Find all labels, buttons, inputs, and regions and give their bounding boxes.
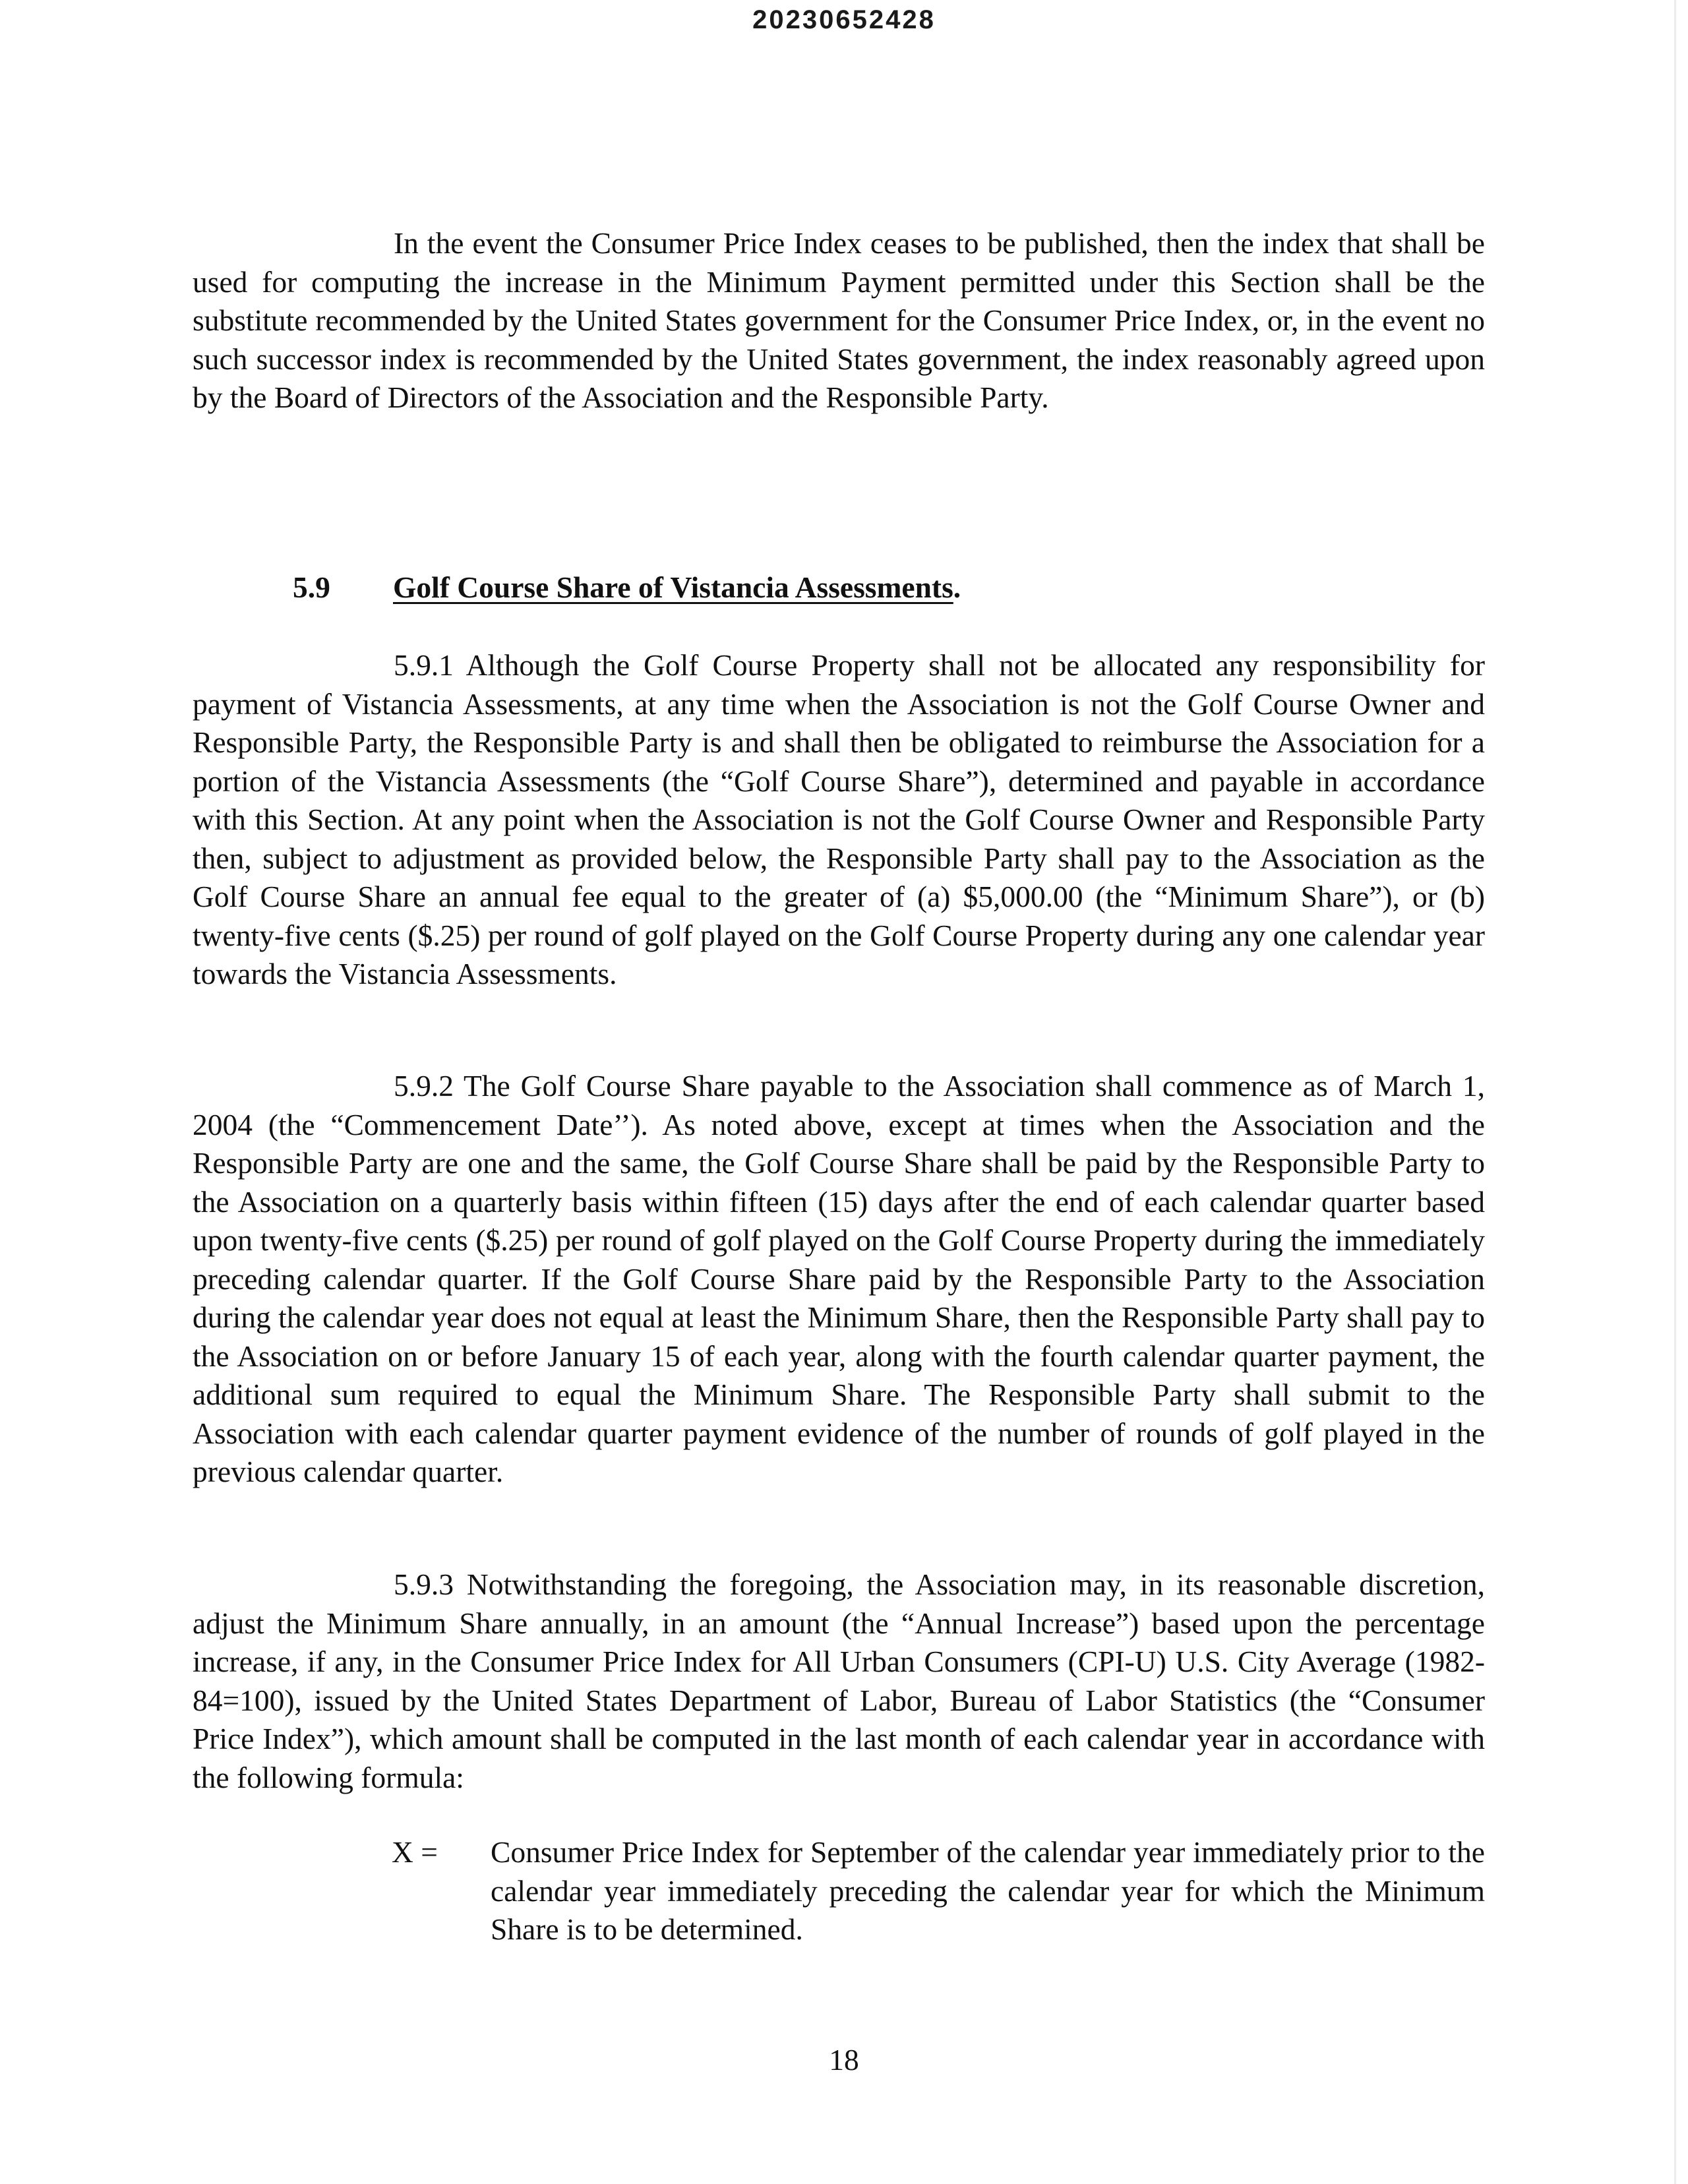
page-number: 18 bbox=[829, 2043, 859, 2077]
section-number: 5.9 bbox=[293, 570, 330, 604]
paragraph-cpi-substitute: In the event the Consumer Price Index ceases to be published, then the index that shall be used for computing the increase in the Minimum Payment permitted under this Section shall be the substitute recommended by the United States government for the Consumer Price Index, or, in the event no such successor index is recommended by the United States government, the index reasonably agreed upon by the Board of Directors of the Association and the Responsible Party. bbox=[193, 226, 1485, 414]
scan-edge-line bbox=[1674, 0, 1676, 2184]
formula-variable: X = bbox=[392, 1835, 438, 1869]
section-title-period: . bbox=[953, 570, 961, 604]
subsection-5-9-1: 5.9.1 Although the Golf Course Property shall not be allocated any responsibility for payment of Vistancia Assessments, at any time when the Association is not the Golf Course Owner and Responsible Party, the Responsible Party is and shall then be obligated to reimburse the Association for a portion of the Vistancia Assessments (the “Golf Course Share”), determined and payable in accordance with this Section. At any point when the Association is not the Golf Course Owner and Responsible Party then, subject to adjustment as provided below, the Responsible Party shall pay to the Association as the Golf Course Share an annual fee equal to the greater of (a) $5,000.00 (the “Minimum Share”), or (b) twenty-five cents ($.25) per round of golf played on the Golf Course Property during any one calendar year towards the Vistancia Assessments. bbox=[193, 648, 1485, 990]
section-heading bbox=[293, 568, 961, 607]
document-number: 20230652428 bbox=[752, 5, 936, 34]
formula-variable-definition: Consumer Price Index for September of the calendar year immediately prior to the calendar year immediately preceding the calendar year for which the Minimum Share is to be determined. bbox=[491, 1835, 1485, 1946]
formula-definition bbox=[392, 1833, 1485, 1949]
subsection-5-9-2: 5.9.2 The Golf Course Share payable to the Association shall commence as of March 1, 2004 (the “Commencement Date’’). As noted above, except at times when the Association and the Responsible Party are one and the same, the Golf Course Share shall be paid by the Responsible Party to the Association on a quarterly basis within fifteen (15) days after the end of each calendar quarter based upon twenty-five cents ($.25) per round of golf played on the Golf Course Property during the immediately preceding calendar quarter. If the Golf Course Share paid by the Responsible Party to the Association during the calendar year does not equal at least the Minimum Share, then the Responsible Party shall pay to the Association on or before January 15 of each year, along with the fourth calendar quarter payment, the additional sum required to equal the Minimum Share. The Responsible Party shall submit to the Association with each calendar quarter payment evidence of the number of rounds of golf played in the previous calendar quarter. bbox=[193, 1069, 1485, 1488]
section-title: Golf Course Share of Vistancia Assessments bbox=[393, 570, 953, 604]
subsection-5-9-3: 5.9.3 Notwithstanding the foregoing, the Association may, in its reasonable discretion, adjust the Minimum Share annually, in an amount (the “Annual Increase”) based upon the percentage increase, if any, in the Consumer Price Index for All Urban Consumers (CPI-U) U.S. City Average (1982-84=100), issued by the United States Department of Labor, Bureau of Labor Statistics (the “Consumer Price Index”), which amount shall be computed in the last month of each calendar year in accordance with the following formula: bbox=[193, 1567, 1485, 1794]
